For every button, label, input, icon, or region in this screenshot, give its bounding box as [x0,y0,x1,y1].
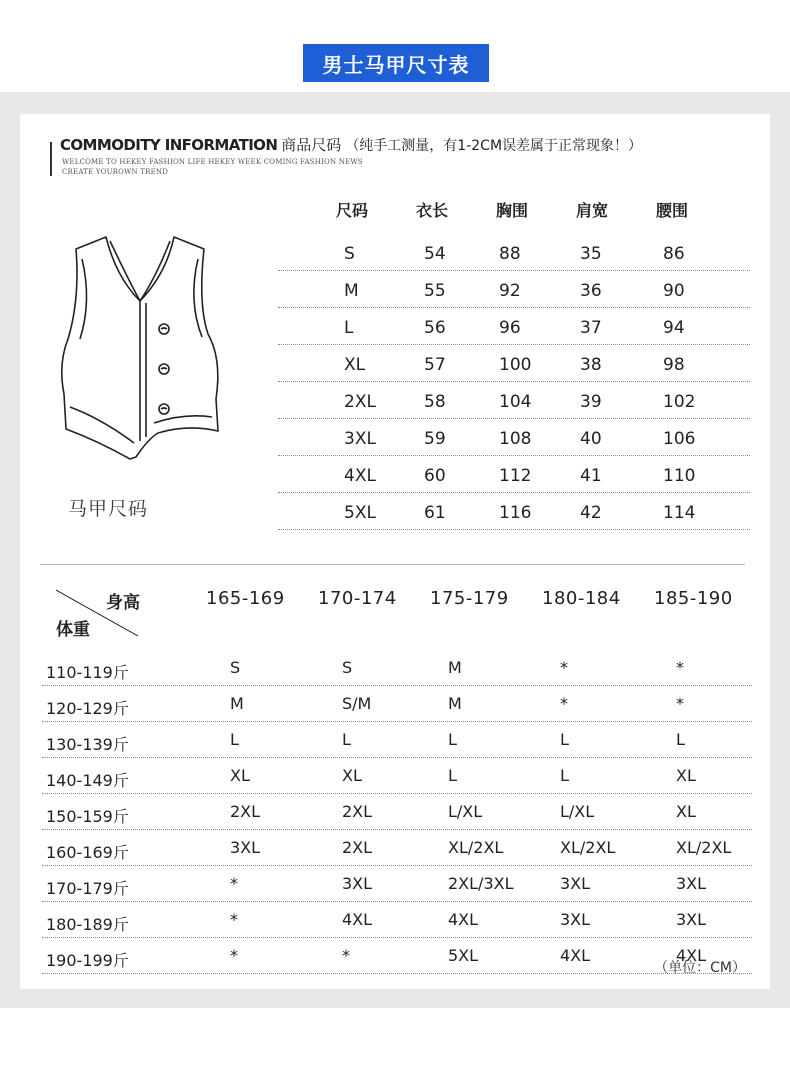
table-cell: 112 [499,466,532,486]
table-row [42,830,752,866]
header-size: 尺码 [336,201,369,220]
table-cell: 2XL [344,392,376,412]
table-cell: 3XL [230,838,261,857]
table-cell: 88 [499,244,521,264]
header-length: 衣长 [416,201,449,220]
table-cell: XL [230,766,250,785]
table-cell: L [448,766,457,785]
height-range: 180-184 [542,588,621,609]
weight-range: 130-139斤 [46,735,129,754]
weight-range: 140-149斤 [46,771,129,790]
table-cell: 37 [580,318,602,338]
table-cell: 106 [663,429,696,449]
table-cell: 114 [663,503,696,523]
weight-range: 160-169斤 [46,843,129,862]
table-cell: 3XL [342,874,373,893]
weight-range: 110-119斤 [46,663,129,682]
table-cell: * [230,946,238,965]
table-cell: 4XL [676,946,707,965]
table-row [278,493,750,530]
table-cell: L [560,766,569,785]
table-cell: 92 [499,281,521,301]
fit-table-corner [56,584,140,640]
table-cell: M [230,694,244,713]
table-cell: 110 [663,466,696,486]
table-cell: S [230,658,241,677]
table-row [278,382,750,419]
table-cell: * [676,658,684,677]
table-cell: XL/2XL [560,838,616,857]
table-cell: 90 [663,281,685,301]
weight-range: 190-199斤 [46,951,129,970]
table-cell: L/XL [560,802,595,821]
table-cell: * [676,694,684,713]
table-cell: XL/2XL [448,838,504,857]
weight-range: 120-129斤 [46,699,129,718]
header-accent-bar [50,142,52,176]
table-cell: L/XL [448,802,483,821]
table-cell: 3XL [344,429,376,449]
table-row [278,419,750,456]
table-cell: 38 [580,355,602,375]
table-cell: * [560,658,568,677]
table-cell: 59 [424,429,446,449]
table-cell: * [230,874,238,893]
measurement-note: （纯手工测量，有1-2CM误差属于正常现象！） [345,138,643,154]
table-cell: S [344,244,355,264]
table-row [42,938,752,974]
header-chest: 胸围 [496,201,529,220]
table-cell: 42 [580,503,602,523]
table-cell: 4XL [344,466,376,486]
table-cell: 104 [499,392,532,412]
table-cell: 86 [663,244,685,264]
table-cell: 54 [424,244,446,264]
commodity-size-title: 商品尺码 [281,136,342,154]
header-waist: 腰围 [656,201,689,220]
table-cell: 61 [424,503,446,523]
table-row [278,234,750,271]
height-axis-label: 身高 [106,593,140,613]
table-cell: 4XL [342,910,373,929]
table-cell: XL [344,355,366,375]
table-cell: XL [676,766,696,785]
table-row [42,650,752,686]
table-row [42,758,752,794]
table-cell: 4XL [560,946,591,965]
table-row [278,345,750,382]
table-cell: M [448,658,462,677]
table-cell: 98 [663,355,685,375]
table-cell: 2XL [230,802,261,821]
table-cell: 5XL [448,946,479,965]
table-cell: 94 [663,318,685,338]
table-cell: 39 [580,392,602,412]
table-cell: 3XL [560,910,591,929]
table-cell: L [448,730,457,749]
height-range: 170-174 [318,588,397,609]
table-cell: 3XL [560,874,591,893]
commodity-info-title: COMMODITY INFORMATION [60,136,278,154]
table-row [42,722,752,758]
table-cell: * [560,694,568,713]
table-row [278,271,750,308]
table-row [278,308,750,345]
table-cell: 35 [580,244,602,264]
table-cell: * [342,946,350,965]
header-shoulder: 肩宽 [576,201,609,220]
table-cell: M [344,281,359,301]
table-cell: 56 [424,318,446,338]
table-cell: 5XL [344,503,376,523]
header-line [60,134,642,155]
table-cell: 55 [424,281,446,301]
table-row [42,902,752,938]
weight-range: 170-179斤 [46,879,129,898]
table-row [278,456,750,493]
weight-range: 150-159斤 [46,807,129,826]
table-cell: 2XL [342,838,373,857]
table-cell: 3XL [676,910,707,929]
table-cell: 36 [580,281,602,301]
table-cell: S [342,658,353,677]
table-cell: 60 [424,466,446,486]
unit-note: （单位：CM） [654,960,746,976]
table-cell: 2XL [342,802,373,821]
table-cell: S/M [342,694,372,713]
page-title: 男士马甲尺寸表 [303,44,489,82]
table-cell: XL [676,802,696,821]
weight-range: 180-189斤 [46,915,129,934]
weight-axis-label: 体重 [56,620,90,640]
table-cell: 40 [580,429,602,449]
vest-icon [58,219,228,469]
header-subtitle-2: CREATE YOUROWN TREND [62,168,169,176]
table-cell: 96 [499,318,521,338]
height-range: 165-169 [206,588,285,609]
table-cell: XL [342,766,362,785]
table-cell: L [344,318,354,338]
table-cell: L [230,730,239,749]
size-card [20,114,770,989]
table-cell: XL/2XL [676,838,732,857]
table-cell: 3XL [676,874,707,893]
table-cell: 116 [499,503,532,523]
table-cell: 58 [424,392,446,412]
section-divider [40,564,745,565]
table-cell: L [342,730,351,749]
table-cell: M [448,694,462,713]
height-range: 185-190 [654,588,733,609]
content-panel [0,92,790,1008]
height-range: 175-179 [430,588,509,609]
table-cell: 2XL/3XL [448,874,514,893]
vest-size-caption: 马甲尺码 [68,498,149,520]
header-subtitle-1: WELCOME TO HEKEY FASHION LIFE HEKEY WEEK COMING FASHION NEWS [62,158,363,166]
table-cell: 100 [499,355,532,375]
table-cell: * [230,910,238,929]
table-cell: 41 [580,466,602,486]
table-cell: L [560,730,569,749]
table-cell: L [676,730,685,749]
table-row [42,794,752,830]
table-cell: 108 [499,429,532,449]
table-row [42,686,752,722]
table-row [42,866,752,902]
table-cell: 4XL [448,910,479,929]
table-cell: 57 [424,355,446,375]
table-cell: 102 [663,392,696,412]
